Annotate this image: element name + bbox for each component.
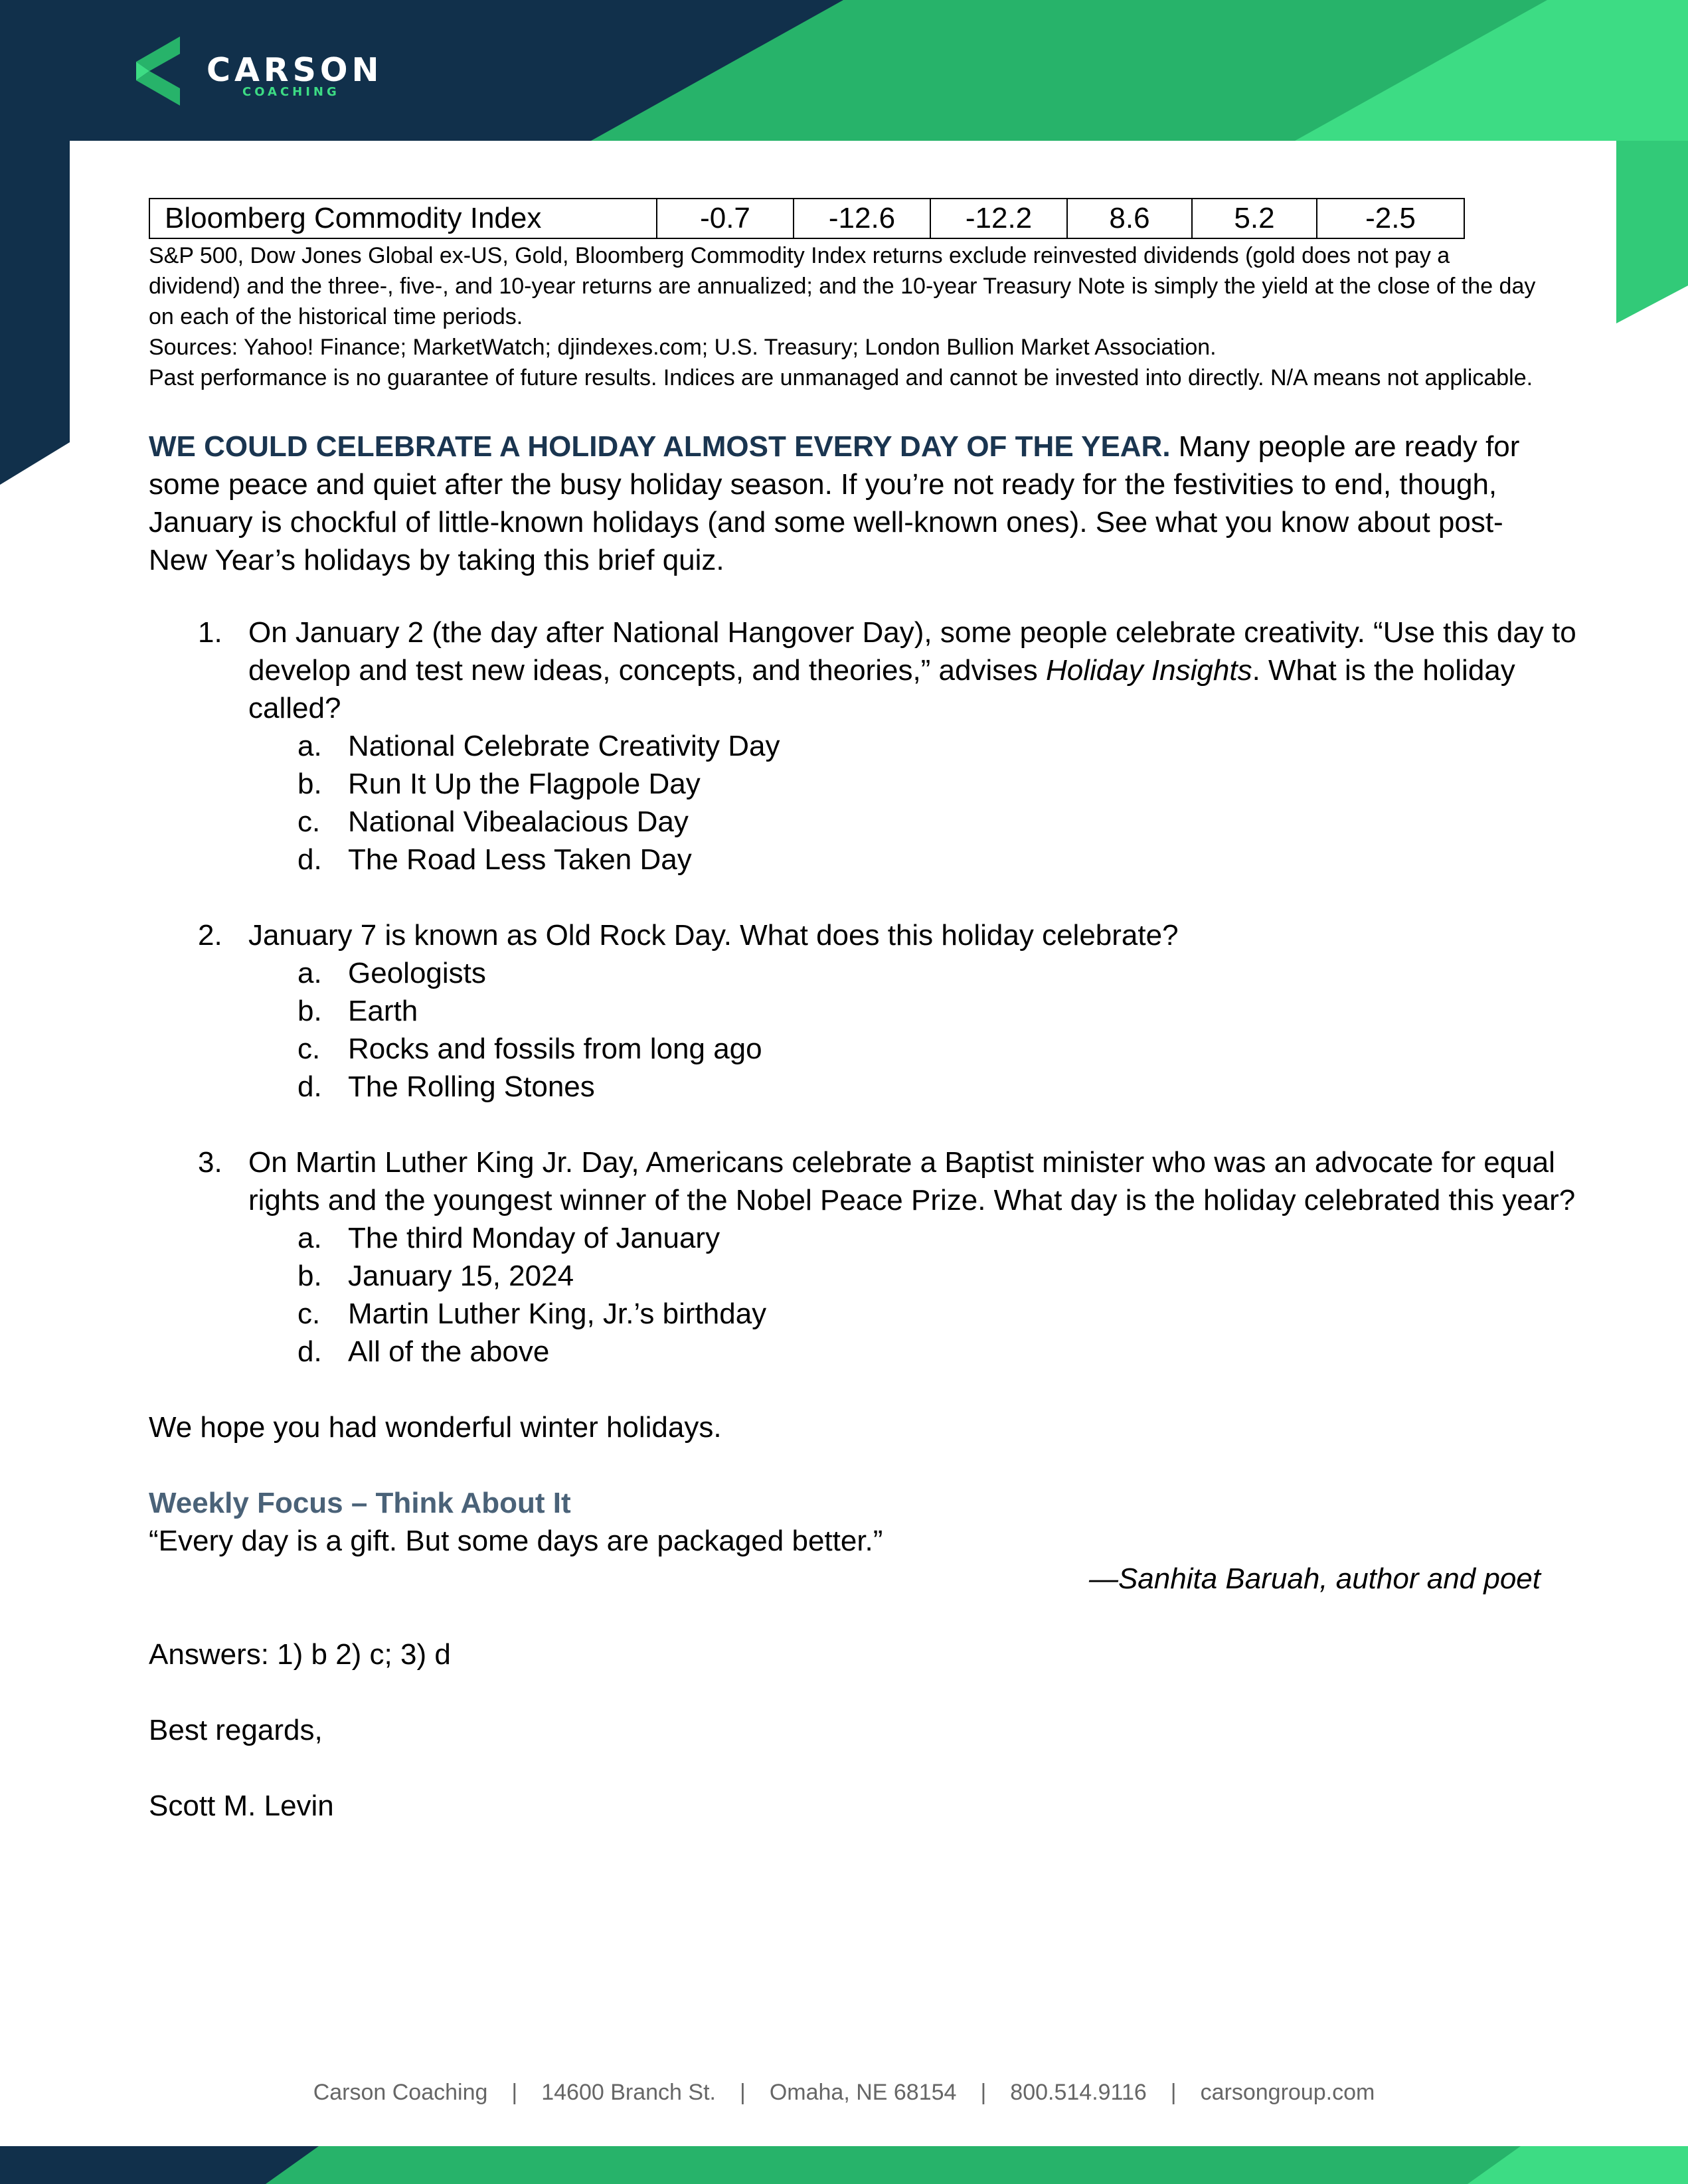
option-letter: d. [297,1070,322,1103]
question-number: 1. [198,616,222,649]
table-cell-index-name: Bloomberg Commodity Index [149,199,657,238]
option-letter: b. [297,768,322,800]
logo-subtitle: COACHING [242,85,340,99]
table-cell: -2.5 [1317,199,1464,238]
question-source: Holiday Insights [1045,654,1252,687]
answer-option [248,1068,1576,1106]
question-number: 2. [198,919,222,952]
footer-city: Omaha, NE 68154 [769,2080,957,2105]
sources-footnote: Sources: Yahoo! Finance; MarketWatch; djindexes.com; U.S. Treasury; London Bullion Market Association. [149,335,1217,360]
letter-body [149,198,1576,1825]
option-text: The Road Less Taken Day [348,843,692,876]
option-letter: d. [297,1335,322,1368]
option-letter: d. [297,843,322,876]
answer-option [248,1030,1576,1068]
option-text: The Rolling Stones [348,1070,595,1103]
option-letter: b. [297,995,322,1027]
option-text: All of the above [348,1335,550,1368]
option-text: The third Monday of January [348,1222,720,1254]
footer-separator: | [739,2080,746,2105]
table-cell: 8.6 [1067,199,1192,238]
option-text: Earth [348,995,418,1027]
question-text: On Martin Luther King Jr. Day, Americans celebrate a Baptist minister who was an advocate for equal rights and the youngest winner of the Nobel Peace Prize. What day is the holiday celebrated this year? [248,1146,1576,1217]
table-cell: -12.6 [794,199,930,238]
option-text: Run It Up the Flagpole Day [348,768,701,800]
footer-separator: | [1170,2080,1177,2105]
disclaimer-footnote: Past performance is no guarantee of future results. Indices are unmanaged and cannot be invested into directly. N/A means not applicable. [149,365,1533,390]
option-letter: b. [297,1260,322,1292]
question-text: January 7 is known as Old Rock Day. What does this holiday celebrate? [248,919,1179,952]
page-footer [0,2080,1688,2106]
answer-option [248,1257,1576,1295]
quiz-answers: Answers: 1) b 2) c; 3) d [149,1638,451,1671]
footer-separator: | [511,2080,518,2105]
weekly-focus-quote: “Every day is a gift. But some days are packaged better.” [149,1525,883,1557]
option-text: Martin Luther King, Jr.’s birthday [348,1298,767,1330]
answer-options [248,727,1576,879]
answer-option [248,1333,1576,1371]
option-text: National Celebrate Creativity Day [348,730,780,762]
answer-option [248,1219,1576,1257]
option-letter: c. [297,805,321,838]
intro-body: Many people are ready for some peace and quiet after the busy holiday season. If you’re not ready for the festivities to end, though, January is chockful of little-known holidays (and some well-known ones). See what you know about post-New Year’s holidays by taking this brief quiz. [149,430,1520,576]
option-text: Geologists [348,957,486,989]
answer-options [248,954,1576,1106]
table-cell: 5.2 [1192,199,1317,238]
question-text: On January 2 (the day after National Hangover Day), some people celebrate creativity. “Use this day to develop and test new ideas, concepts, and theories,” advises [248,616,1576,687]
bright-green-right-margin [1616,141,1688,323]
footer-phone: 800.514.9116 [1010,2080,1147,2105]
intro-headline: WE COULD CELEBRATE A HOLIDAY ALMOST EVERY DAY OF THE YEAR. [149,430,1171,463]
footer-separator: | [980,2080,987,2105]
closing-line: We hope you had wonderful winter holidays. [149,1411,722,1444]
footer-street: 14600 Branch St. [541,2080,716,2105]
option-letter: a. [297,1222,322,1254]
option-text: Rocks and fossils from long ago [348,1033,762,1065]
answer-option [248,727,1576,765]
quiz-question [149,614,1576,879]
option-letter: a. [297,730,322,762]
intro-paragraph [149,428,1543,579]
option-letter: c. [297,1298,321,1330]
signature-name: Scott M. Levin [149,1790,334,1822]
answer-option [248,992,1576,1030]
quiz-question [149,916,1576,1106]
option-letter: c. [297,1033,321,1065]
quote-attribution: —Sanhita Baruah, author and poet [1088,1562,1541,1595]
answer-option [248,954,1576,992]
logo-wordmark: CARSON [207,51,383,89]
quiz-question [149,1143,1576,1371]
navy-left-margin [0,141,70,485]
footer-company: Carson Coaching [313,2080,488,2105]
option-text: January 15, 2024 [348,1260,574,1292]
table-row [149,199,1464,238]
quiz-list [149,614,1576,1371]
option-text: National Vibealacious Day [348,805,689,838]
footer-website: carsongroup.com [1200,2080,1375,2105]
carson-logo-icon [136,37,180,106]
answer-option [248,841,1576,879]
answer-option [248,1295,1576,1333]
question-text-end: . What is the holiday called? [248,654,1515,724]
answer-option [248,765,1576,803]
table-cell: -0.7 [657,199,794,238]
green-footer-slant [266,2146,1688,2184]
table-footnote: S&P 500, Dow Jones Global ex-US, Gold, Bloomberg Commodity Index returns exclude reinvested dividends (gold does not pay a dividend) and the three-, five-, and 10-year returns are annualized; and the 10-year Treasury Note is simply the yield at the close of the day on each of the historical time periods. [149,243,1536,329]
returns-table [149,198,1465,239]
answer-option [248,803,1576,841]
option-letter: a. [297,957,322,989]
answer-options [248,1219,1576,1371]
question-number: 3. [198,1146,222,1179]
sign-off: Best regards, [149,1714,323,1746]
weekly-focus-heading: Weekly Focus – Think About It [149,1487,571,1519]
table-cell: -12.2 [930,199,1067,238]
